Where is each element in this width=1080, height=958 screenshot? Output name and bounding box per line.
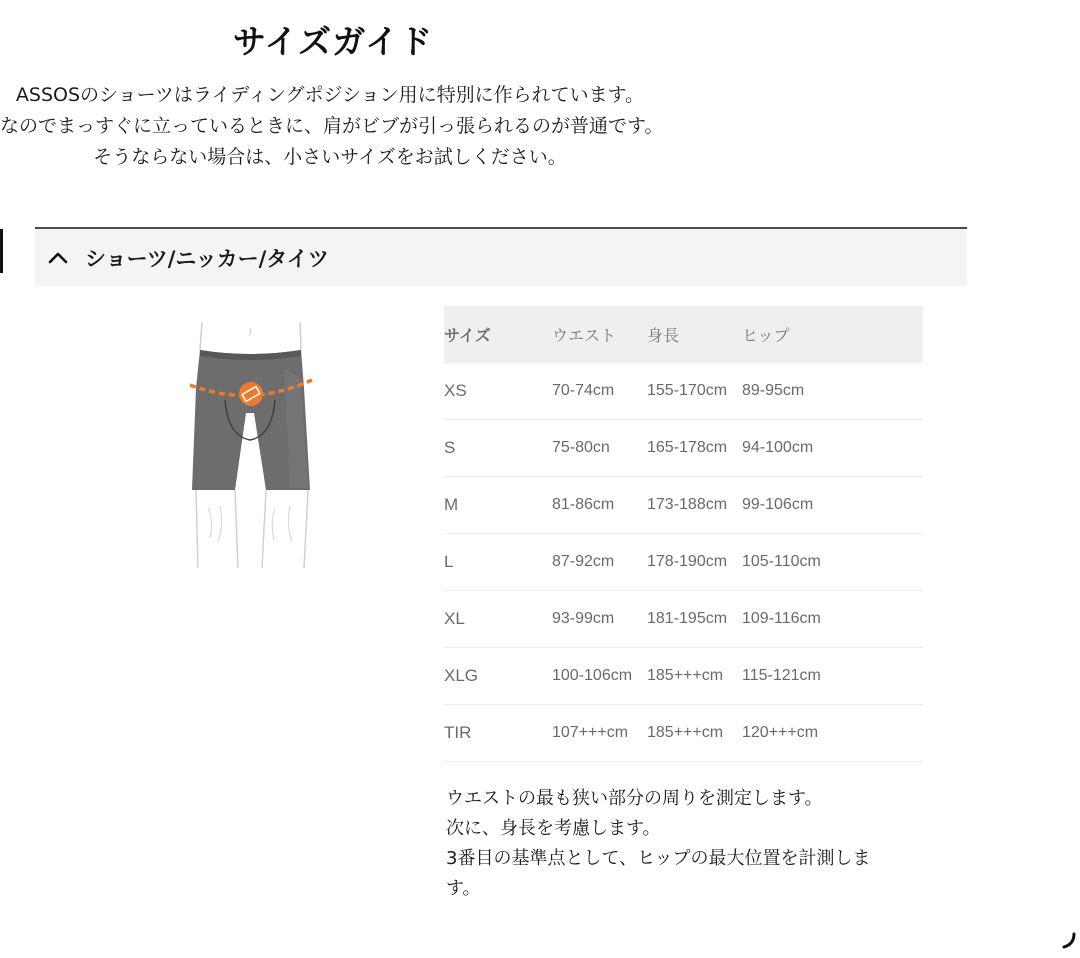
- intro-line-3: そうならない場合は、小さいサイズをお試しください。: [93, 146, 567, 168]
- height-cell: 185+++cm: [647, 705, 742, 762]
- hip-cell: 109-116cm: [742, 591, 923, 648]
- size-cell: S: [444, 420, 552, 477]
- table-row: [444, 648, 923, 705]
- intro-line-2: なのでまっすぐに立っているときに、肩がビブが引っ張られるのが普通です。: [0, 115, 664, 137]
- height-cell: 155-170cm: [647, 363, 742, 420]
- size-table: [444, 306, 923, 762]
- table-row: [444, 534, 923, 591]
- header-height: 身長: [647, 306, 742, 363]
- hip-cell: 105-110cm: [742, 534, 923, 591]
- waist-cell: 107+++cm: [552, 705, 647, 762]
- height-cell: 173-188cm: [647, 477, 742, 534]
- waist-cell: 87-92cm: [552, 534, 647, 591]
- intro-text: [0, 80, 664, 173]
- waist-cell: 93-99cm: [552, 591, 647, 648]
- waist-measure-icon: [180, 318, 320, 573]
- hip-cell: 94-100cm: [742, 420, 923, 477]
- size-cell: XS: [444, 363, 552, 420]
- header-size: サイズ: [444, 306, 552, 363]
- size-cell: L: [444, 534, 552, 591]
- resize-handle-icon: [1058, 930, 1078, 950]
- hip-cell: 115-121cm: [742, 648, 923, 705]
- waist-cell: 75-80cn: [552, 420, 647, 477]
- height-cell: 181-195cm: [647, 591, 742, 648]
- size-cell: TIR: [444, 705, 552, 762]
- hip-cell: 120+++cm: [742, 705, 923, 762]
- intro-line-1: ASSOSのショーツはライディングポジション用に特別に作られています。: [15, 84, 645, 106]
- hip-cell: 99-106cm: [742, 477, 923, 534]
- table-row: [444, 420, 923, 477]
- header-waist: ウエスト: [552, 306, 647, 363]
- note-line-3: 3番目の基準点として、ヒップの最大位置を計測しま: [446, 848, 871, 869]
- accordion-title: ショーツ/ニッカー/タイツ: [85, 246, 329, 271]
- page-title: サイズガイド: [232, 22, 434, 61]
- note-line-2: 次に、身長を考慮します。: [446, 818, 661, 839]
- height-cell: 185+++cm: [647, 648, 742, 705]
- height-cell: 165-178cm: [647, 420, 742, 477]
- waist-cell: 70-74cm: [552, 363, 647, 420]
- waist-cell: 81-86cm: [552, 477, 647, 534]
- height-cell: 178-190cm: [647, 534, 742, 591]
- size-cell: XL: [444, 591, 552, 648]
- table-row: [444, 705, 923, 762]
- note-line-4: す。: [446, 878, 481, 899]
- size-cell: M: [444, 477, 552, 534]
- table-header-row: [444, 306, 923, 363]
- waist-cell: 100-106cm: [552, 648, 647, 705]
- header-hip: ヒップ: [742, 306, 923, 363]
- accordion-header-shorts[interactable]: [35, 229, 967, 286]
- table-row: [444, 477, 923, 534]
- measurement-notes: [446, 784, 906, 904]
- hip-cell: 89-95cm: [742, 363, 923, 420]
- size-cell: XLG: [444, 648, 552, 705]
- note-line-1: ウエストの最も狭い部分の周りを測定します。: [446, 788, 823, 809]
- table-row: [444, 363, 923, 420]
- table-row: [444, 591, 923, 648]
- chevron-up-icon: [47, 247, 69, 269]
- side-marker: [0, 229, 3, 273]
